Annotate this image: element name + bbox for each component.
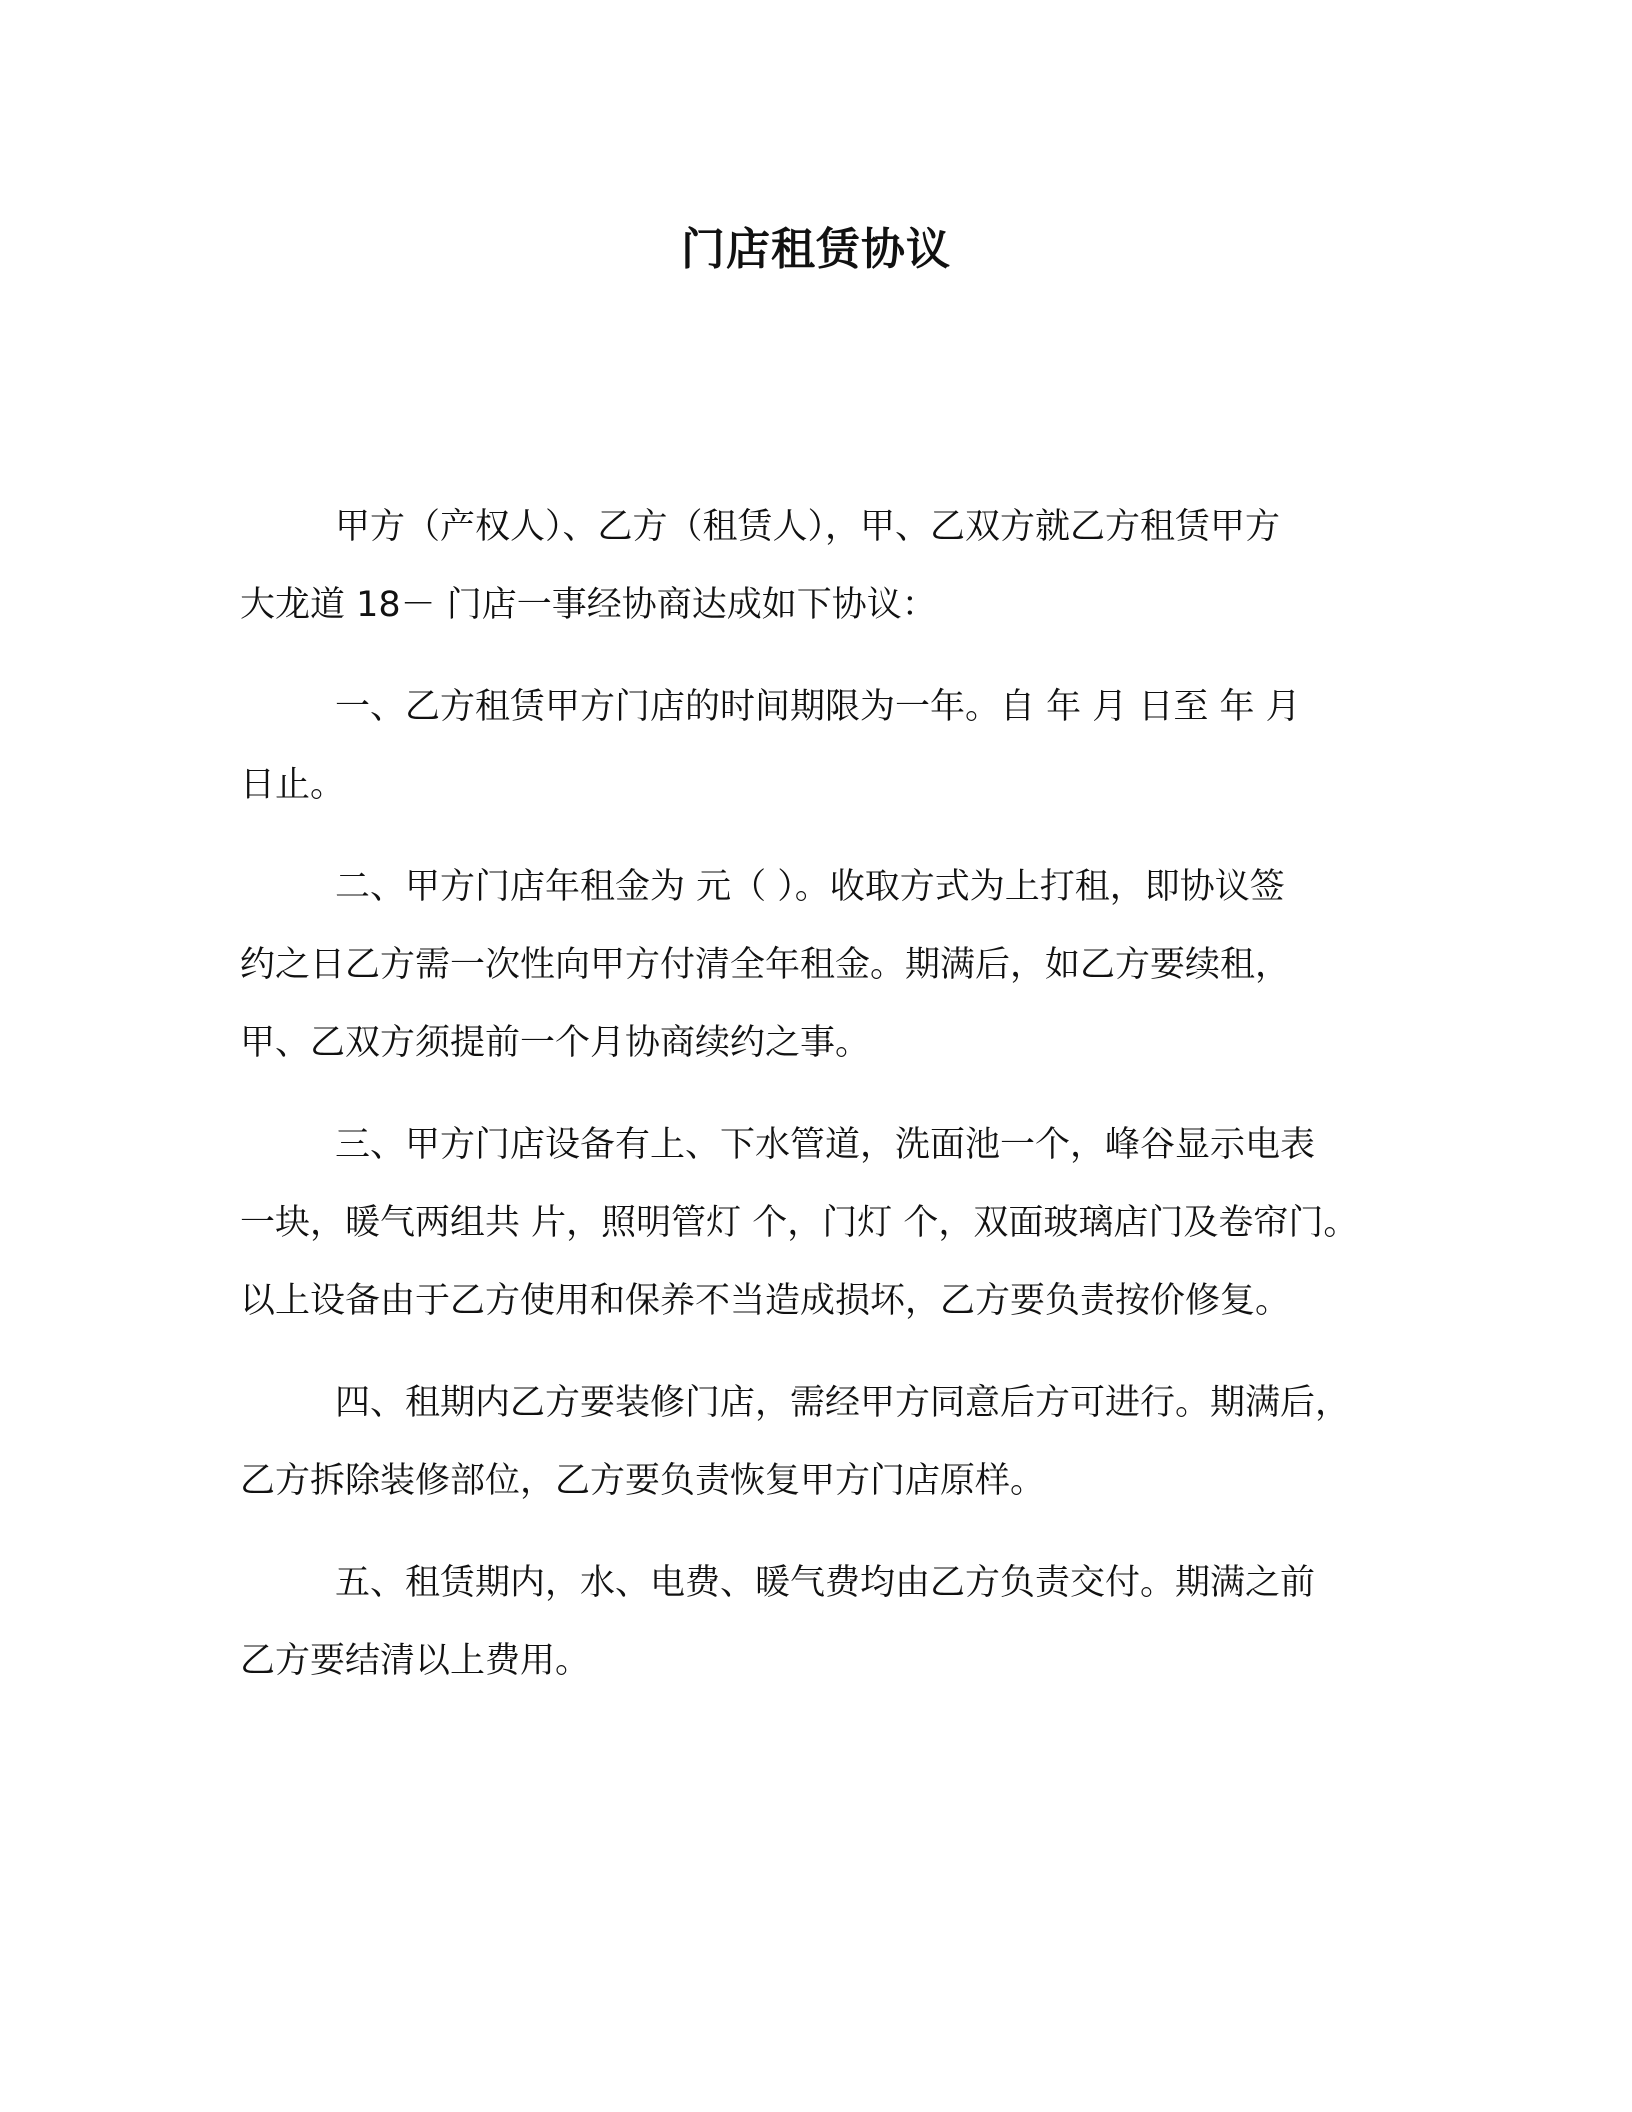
paragraph-line: 大龙道 18－ 门店一事经协商达成如下协议： xyxy=(240,585,937,625)
paragraph-line: 乙方拆除装修部位，乙方要负责恢复甲方门店原样。 xyxy=(240,1461,1046,1501)
paragraph-line: 乙方要结清以上费用。 xyxy=(240,1641,591,1681)
paragraph-line: 甲方（产权人）、乙方（租赁人），甲、乙双方就乙方租赁甲方 xyxy=(335,507,1281,547)
paragraph-intro xyxy=(240,488,1390,644)
paragraph-clause-2 xyxy=(240,848,1390,1082)
paragraph-line: 一块，暖气两组共 片，照明管灯 个，门灯 个，双面玻璃店门及卷帘门。 xyxy=(240,1203,1359,1243)
paragraph-line: 一、乙方租赁甲方门店的时间期限为一年。自 年 月 日至 年 月 xyxy=(335,687,1301,727)
paragraph-line: 约之日乙方需一次性向甲方付清全年租金。期满后，如乙方要续租， xyxy=(240,945,1291,985)
paragraph-clause-5 xyxy=(240,1544,1390,1700)
document-title: 门店租赁协议 xyxy=(681,224,951,275)
paragraph-line: 甲、乙双方须提前一个月协商续约之事。 xyxy=(240,1023,871,1063)
paragraph-line: 三、甲方门店设备有上、下水管道，洗面池一个，峰谷显示电表 xyxy=(335,1125,1316,1165)
paragraph-clause-1 xyxy=(240,668,1390,824)
paragraph-line: 五、租赁期内，水、电费、暖气费均由乙方负责交付。期满之前 xyxy=(335,1563,1316,1603)
paragraph-clause-3 xyxy=(240,1106,1390,1340)
paragraph-line: 二、甲方门店年租金为 元（ ）。收取方式为上打租，即协议签 xyxy=(335,867,1285,907)
paragraph-clause-4 xyxy=(240,1364,1390,1520)
document-body xyxy=(240,488,1390,1724)
paragraph-line: 以上设备由于乙方使用和保养不当造成损坏，乙方要负责按价修复。 xyxy=(240,1281,1291,1321)
paragraph-line: 四、租期内乙方要装修门店，需经甲方同意后方可进行。期满后， xyxy=(335,1383,1351,1423)
paragraph-line: 日止。 xyxy=(240,765,346,805)
